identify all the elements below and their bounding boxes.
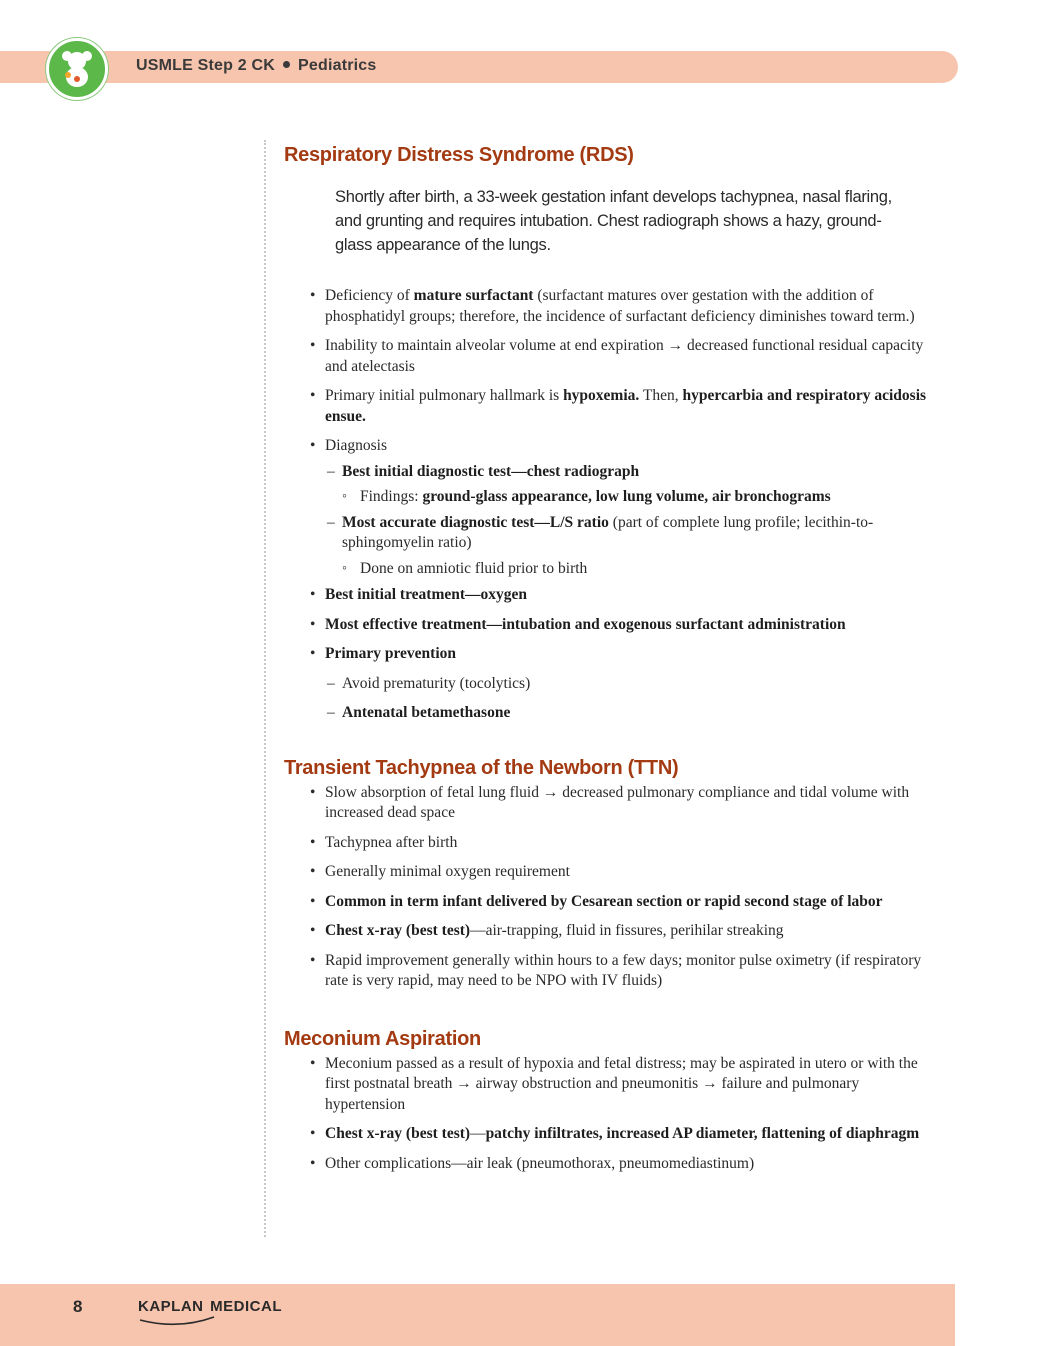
list-item: • Other complications—air leak (pneumothorax, pneumomediastinum) bbox=[284, 1154, 934, 1175]
list-item: • Inability to maintain alveolar volume at end expiration → decreased functional residual capacity and atelectasis bbox=[284, 336, 934, 377]
teddy-bear-logo-icon bbox=[46, 38, 108, 100]
sub-item: – Most accurate diagnostic test—L/S ratio (part of complete lung profile; lecithin-to-sphingomyelin ratio) bbox=[284, 513, 934, 554]
sub-item: – Antenatal betamethasone bbox=[284, 703, 934, 724]
list-item: • Most effective treatment—intubation and exogenous surfactant administration bbox=[284, 615, 934, 636]
section-title: Pediatrics bbox=[298, 57, 377, 74]
brand-medical: MEDICAL bbox=[210, 1298, 282, 1315]
swoosh-icon bbox=[138, 1316, 218, 1328]
ttn-heading: Transient Tachypnea of the Newborn (TTN) bbox=[284, 756, 679, 779]
rds-list bbox=[284, 286, 934, 457]
sub-sub-item: ◦ Done on amniotic fluid prior to birth bbox=[284, 559, 934, 580]
list-item: • Generally minimal oxygen requirement bbox=[284, 862, 934, 883]
meconium-list bbox=[284, 1054, 934, 1175]
list-item: • Chest x-ray (best test)—air-trapping, fluid in fissures, perihilar streaking bbox=[284, 921, 934, 942]
meconium-heading: Meconium Aspiration bbox=[284, 1027, 481, 1050]
brand-kaplan: KAPLAN bbox=[138, 1298, 204, 1315]
page-number: 8 bbox=[73, 1297, 83, 1316]
list-item: • Diagnosis bbox=[284, 436, 934, 457]
list-item: • Meconium passed as a result of hypoxia and fetal distress; may be aspirated in utero or with the first postnatal breath → airway obstruction and pneumonitis → failure and pulmonary hypertension bbox=[284, 1054, 934, 1116]
rds-heading: Respiratory Distress Syndrome (RDS) bbox=[284, 144, 634, 166]
ttn-list bbox=[284, 783, 934, 992]
list-item: • Tachypnea after birth bbox=[284, 833, 934, 854]
sub-sub-item: ◦ Findings: ground-glass appearance, low lung volume, air bronchograms bbox=[284, 487, 934, 508]
list-item: • Chest x-ray (best test)—patchy infiltrates, increased AP diameter, flattening of diaphragm bbox=[284, 1124, 934, 1145]
page-content bbox=[284, 140, 934, 1174]
list-item: • Primary prevention bbox=[284, 644, 934, 665]
list-item: • Common in term infant delivered by Cesarean section or rapid second stage of labor bbox=[284, 892, 934, 913]
rds-list-continued bbox=[284, 585, 934, 665]
kaplan-medical-logo bbox=[138, 1298, 282, 1315]
footer-band bbox=[0, 1284, 955, 1346]
list-item: • Slow absorption of fetal lung fluid → decreased pulmonary compliance and tidal volume with increased dead space bbox=[284, 783, 934, 824]
list-item: • Deficiency of mature surfactant (surfactant matures over gestation with the addition of phosphatidyl groups; therefore, the incidence of surfactant deficiency diminishes toward term.) bbox=[284, 286, 934, 327]
book-title: USMLE Step 2 CK bbox=[136, 57, 276, 74]
margin-dotted-rule bbox=[264, 140, 266, 1237]
bullet-separator-icon bbox=[283, 61, 290, 68]
rds-case-vignette: Shortly after birth, a 33-week gestation infant develops tachypnea, nasal flaring, and grunting and requires intubation. Chest radiograph shows a hazy, ground-glass appearance of the lungs. bbox=[335, 188, 892, 254]
sub-item: – Avoid prematurity (tocolytics) bbox=[284, 674, 934, 695]
running-header bbox=[136, 57, 377, 75]
list-item: • Rapid improvement generally within hours to a few days; monitor pulse oximetry (if respiratory rate is very rapid, may need to be NPO with IV fluids) bbox=[284, 951, 934, 992]
list-item: • Primary initial pulmonary hallmark is hypoxemia. Then, hypercarbia and respiratory acidosis ensue. bbox=[284, 386, 934, 427]
sub-item: – Best initial diagnostic test—chest radiograph bbox=[284, 462, 934, 483]
list-item: • Best initial treatment—oxygen bbox=[284, 585, 934, 606]
